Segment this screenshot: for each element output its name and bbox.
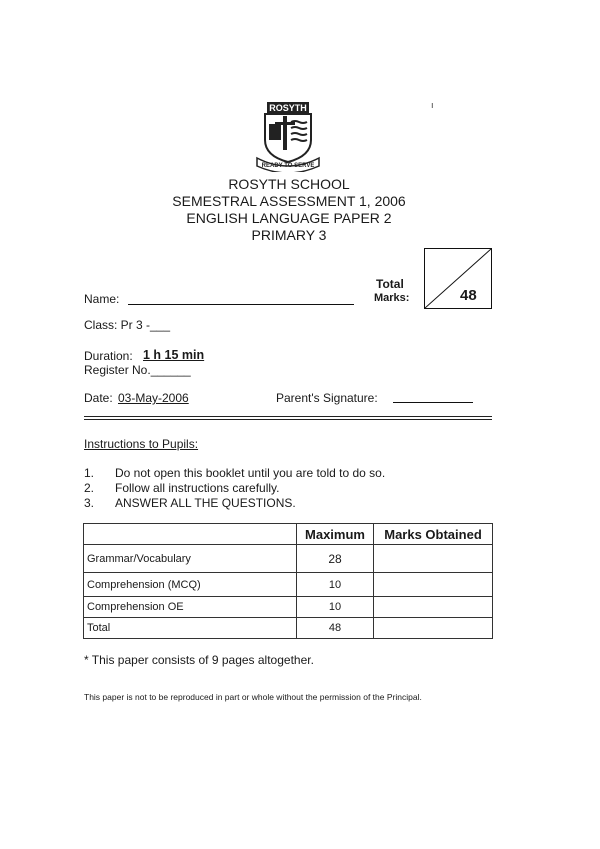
total-marks-box bbox=[424, 248, 492, 309]
table-row bbox=[84, 545, 493, 573]
divider-rule bbox=[84, 416, 492, 417]
duration-label: Duration: bbox=[84, 349, 133, 363]
instruction-text: Follow all instructions carefully. bbox=[115, 481, 280, 495]
table-cell-section: Grammar/Vocabulary bbox=[84, 545, 297, 573]
table-cell-max: 28 bbox=[297, 545, 374, 573]
instructions-title: Instructions to Pupils: bbox=[84, 437, 199, 451]
parent-signature-label: Parent's Signature: bbox=[276, 391, 378, 405]
table-header-maximum: Maximum bbox=[297, 524, 374, 545]
table-cell-obtained[interactable] bbox=[374, 545, 493, 573]
divider-rule-2 bbox=[84, 419, 492, 420]
table-row bbox=[84, 597, 493, 618]
date-value: 03-May-2006 bbox=[118, 391, 189, 405]
assessment-title: SEMESTRAL ASSESSMENT 1, 2006 bbox=[172, 193, 406, 209]
total-marks-label: Total bbox=[376, 277, 404, 291]
crest-motto-text: READY TO SERVE bbox=[261, 163, 315, 169]
crest-banner-text: ROSYTH bbox=[269, 103, 307, 113]
total-marks-value: 48 bbox=[460, 287, 477, 304]
instruction-item bbox=[84, 496, 504, 511]
table-cell-section: Comprehension OE bbox=[84, 597, 297, 618]
total-marks-label-2: Marks: bbox=[374, 292, 410, 304]
date-label: Date: bbox=[84, 391, 113, 405]
duration-value: 1 h 15 min bbox=[143, 348, 205, 362]
instruction-text: Do not open this booklet until you are told to do so. bbox=[115, 466, 386, 480]
table-header-row bbox=[84, 524, 493, 545]
table-header-marks-obtained: Marks Obtained bbox=[374, 524, 493, 545]
name-field-line[interactable] bbox=[128, 293, 354, 305]
page-count-note: * This paper consists of 9 pages altogether. bbox=[84, 653, 314, 667]
instructions-list bbox=[84, 466, 504, 514]
stray-mark: ı bbox=[431, 100, 434, 110]
school-crest-logo bbox=[253, 100, 323, 172]
register-label: Register No.______ bbox=[84, 363, 191, 377]
table-cell-obtained[interactable] bbox=[374, 618, 493, 639]
table-cell-max: 10 bbox=[297, 597, 374, 618]
instruction-item bbox=[84, 466, 504, 481]
name-label: Name: bbox=[84, 292, 120, 306]
instruction-number: 2. bbox=[84, 481, 95, 495]
level-title: PRIMARY 3 bbox=[251, 227, 327, 243]
table-cell-max: 10 bbox=[297, 573, 374, 597]
instruction-number: 3. bbox=[84, 496, 95, 510]
marks-table bbox=[83, 523, 493, 639]
instruction-text: ANSWER ALL THE QUESTIONS. bbox=[115, 496, 296, 510]
table-cell-section: Comprehension (MCQ) bbox=[84, 573, 297, 597]
table-cell-obtained[interactable] bbox=[374, 597, 493, 618]
table-cell-max: 48 bbox=[297, 618, 374, 639]
total-box-diagonal bbox=[425, 249, 491, 308]
parent-signature-line[interactable] bbox=[393, 391, 473, 403]
class-label: Class: Pr 3 -___ bbox=[84, 318, 171, 332]
instruction-number: 1. bbox=[84, 466, 95, 480]
school-name: ROSYTH SCHOOL bbox=[228, 176, 350, 192]
instruction-item bbox=[84, 481, 504, 496]
table-cell-obtained[interactable] bbox=[374, 573, 493, 597]
table-cell-section: Total bbox=[84, 618, 297, 639]
paper-title: ENGLISH LANGUAGE PAPER 2 bbox=[186, 210, 392, 226]
table-header-blank bbox=[84, 524, 297, 545]
copyright-disclaimer: This paper is not to be reproduced in part or whole without the permission of the Principal. bbox=[84, 692, 422, 702]
table-row bbox=[84, 618, 493, 639]
table-row bbox=[84, 573, 493, 597]
